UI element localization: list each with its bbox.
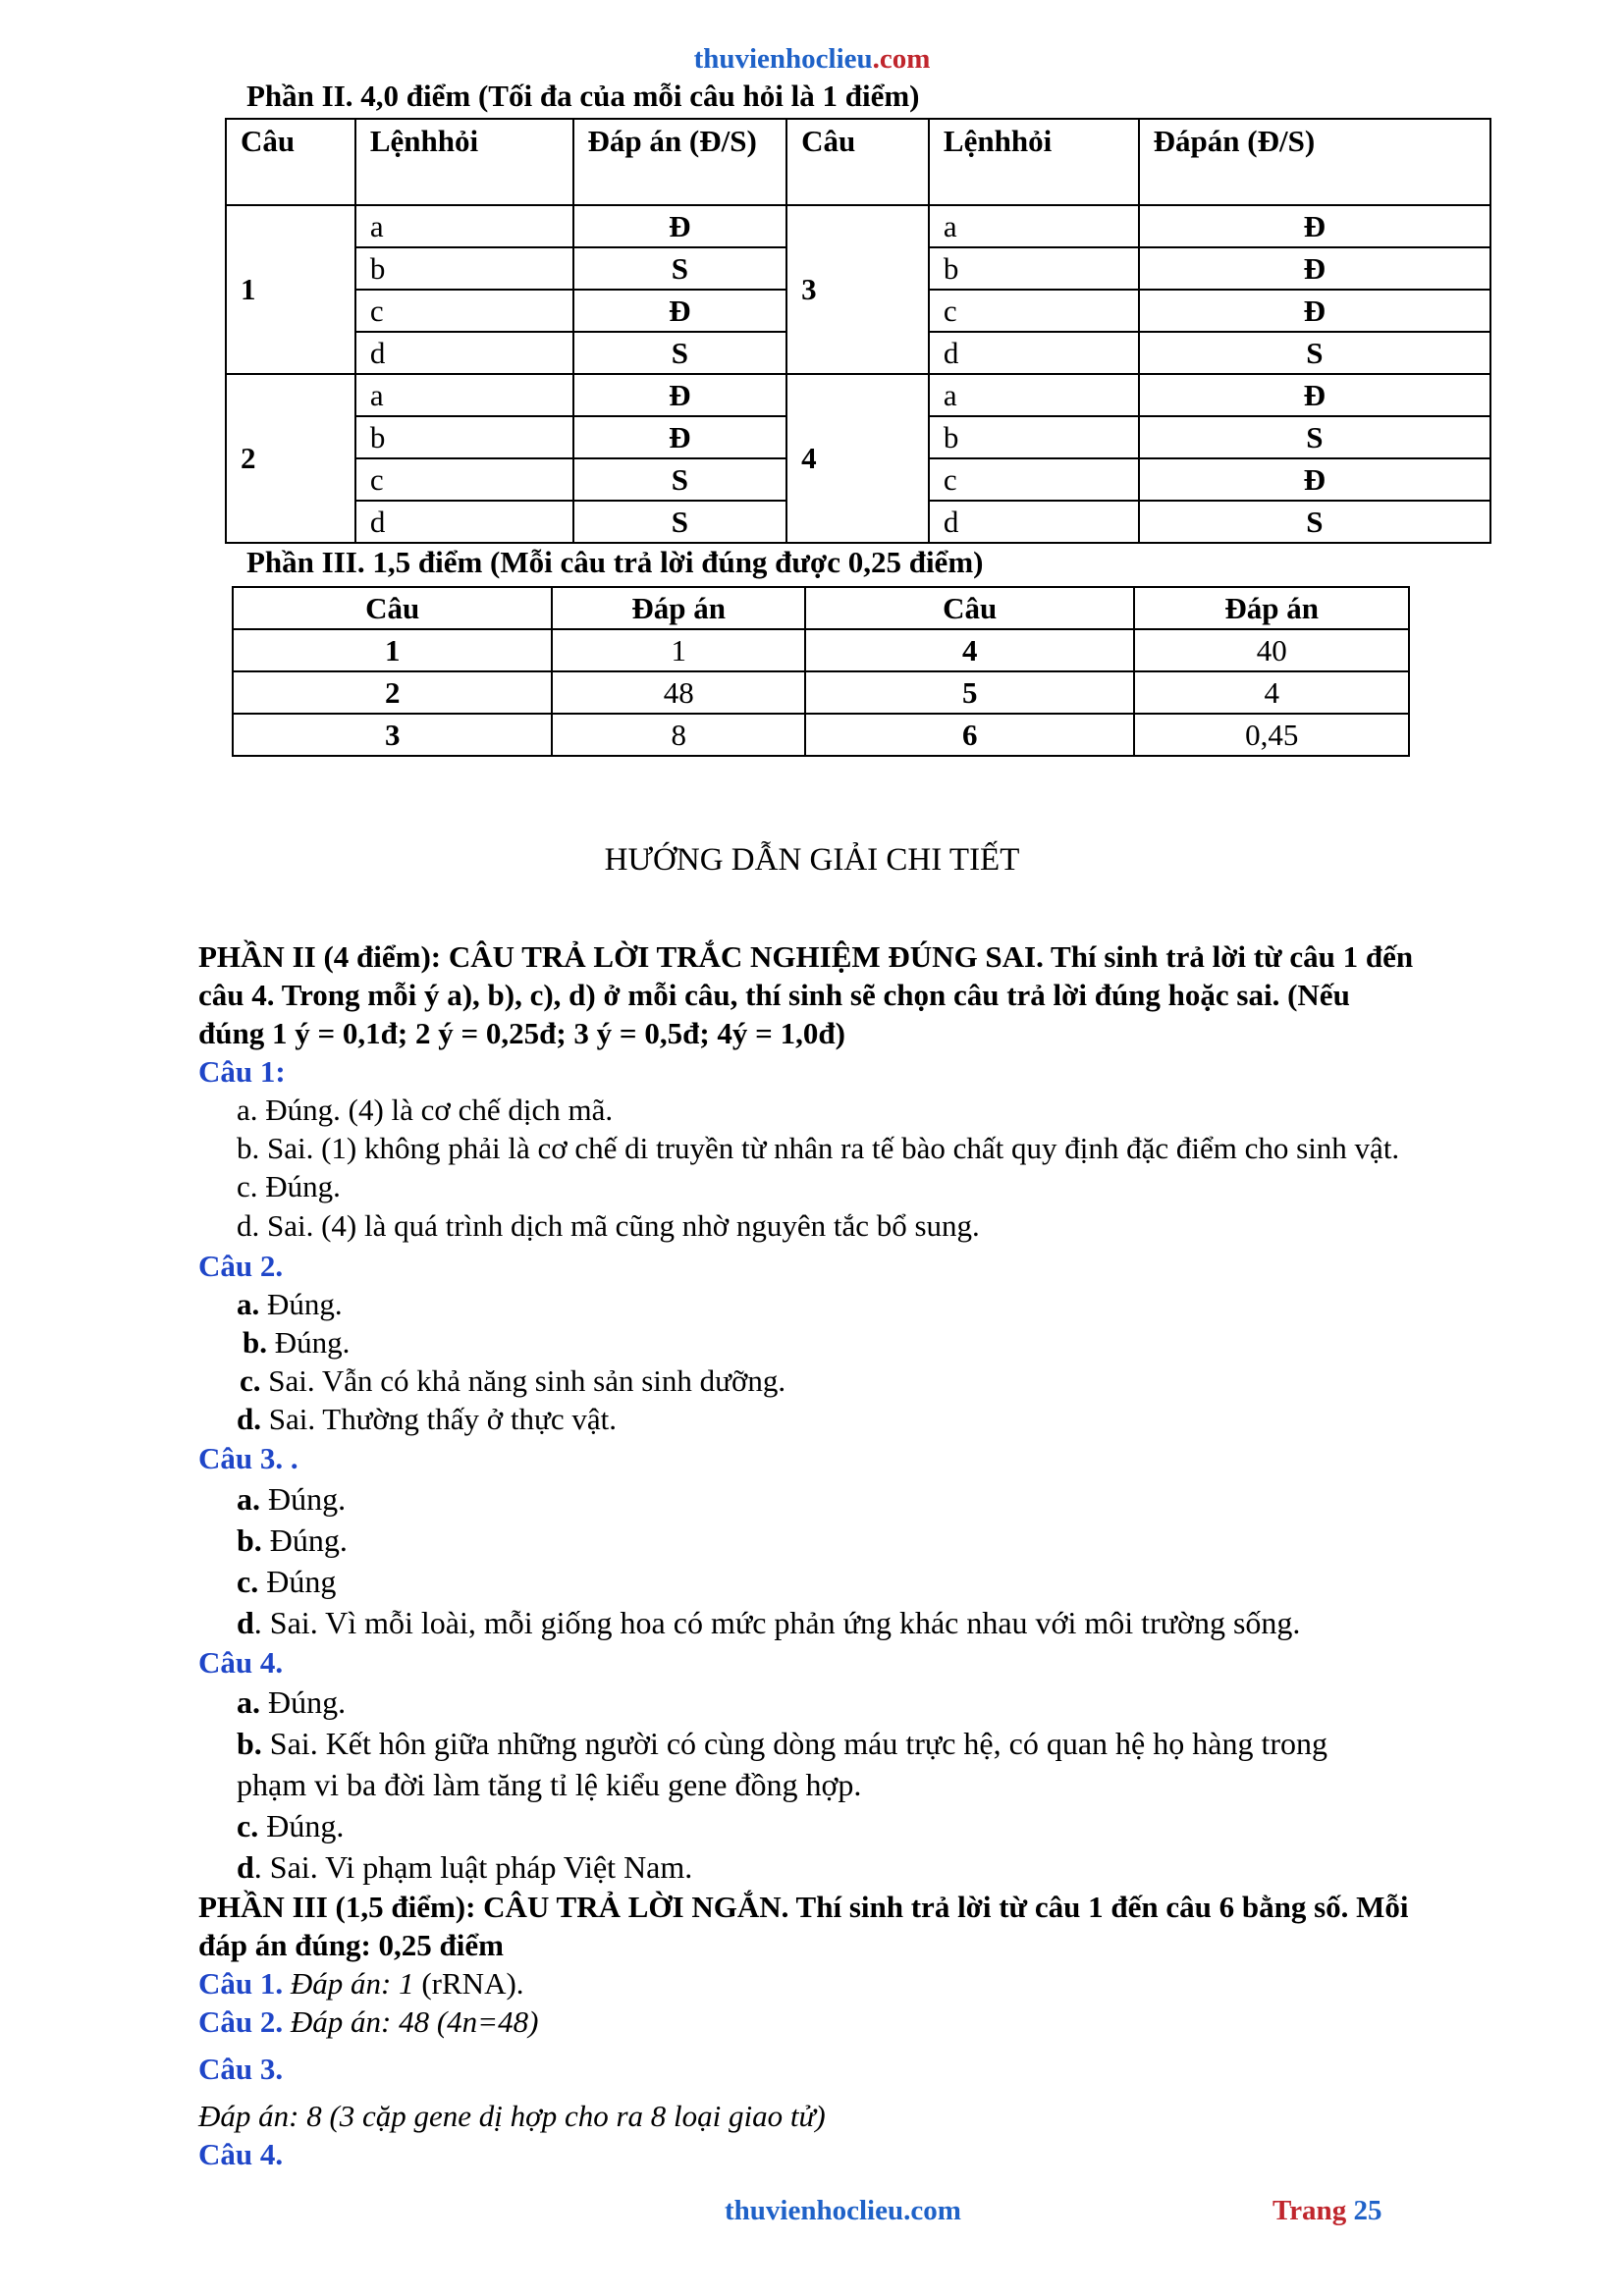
- answer-key: c.: [237, 1808, 259, 1843]
- item-label: c: [355, 290, 573, 332]
- answer-line: [198, 1285, 1534, 1323]
- answer-key: b.: [237, 1522, 262, 1558]
- answer-key: c.: [240, 1363, 261, 1398]
- table-row: [226, 205, 1490, 247]
- table-row: [233, 671, 1409, 714]
- answer-text: . Sai. Vi phạm luật pháp Việt Nam.: [253, 1849, 693, 1885]
- answer-key: b.: [237, 1726, 262, 1761]
- answer-line: [198, 1602, 1534, 1643]
- question-number: 6: [805, 714, 1134, 756]
- answer-cell: S: [1139, 416, 1490, 458]
- answer-line: [198, 1764, 1534, 1805]
- answer-text: Đúng.: [260, 1481, 347, 1517]
- part2-title: Phần II. 4,0 điểm (Tối đa của mỗi câu hỏi là 1 điểm): [246, 79, 920, 113]
- item-label: b: [355, 247, 573, 290]
- answer-cell: Đ: [573, 374, 787, 416]
- question-heading: Câu 3.: [198, 2052, 284, 2086]
- answer-cell: S: [573, 458, 787, 501]
- answer-text: Đúng.: [258, 1808, 345, 1843]
- table-header-row: [233, 587, 1409, 629]
- question-number: 4: [805, 629, 1134, 671]
- question-number: 2: [226, 374, 355, 543]
- answer-text: Đúng.: [259, 1287, 343, 1321]
- item-label: d: [929, 501, 1139, 543]
- item-label: d: [355, 332, 573, 374]
- answer-cell: 8: [552, 714, 805, 756]
- answer-key: b.: [243, 1325, 267, 1360]
- page-number: [1272, 2195, 1381, 2227]
- answer-key: c.: [237, 1564, 259, 1599]
- answer-text: Sai. Thường thấy ở thực vật.: [261, 1402, 617, 1436]
- question-heading: Câu 4.: [198, 1645, 284, 1680]
- col-header: Câu: [226, 119, 355, 205]
- col-header: Đáp án (Đ/S): [573, 119, 787, 205]
- table-header-row: [226, 119, 1490, 205]
- answer-cell: 4: [1134, 671, 1409, 714]
- answer-cell: Đ: [1139, 458, 1490, 501]
- table-row: [233, 714, 1409, 756]
- col-header: Câu: [233, 587, 552, 629]
- col-header: Đáp án: [552, 587, 805, 629]
- item-label: a: [929, 374, 1139, 416]
- answer-text: Đúng: [258, 1564, 337, 1599]
- part2-intro-line: PHẦN II (4 điểm): CÂU TRẢ LỜI TRẮC NGHIỆM ĐÚNG SAI. Thí sinh trả lời từ câu 1 đến: [198, 939, 1414, 974]
- question-heading: Câu 1:: [198, 1054, 286, 1089]
- answer-cell: S: [1139, 501, 1490, 543]
- part2-intro-line: đúng 1 ý = 0,1đ; 2 ý = 0,25đ; 3 ý = 0,5đ; 4ý = 1,0đ): [198, 1016, 845, 1050]
- answer-cell: Đ: [1139, 290, 1490, 332]
- answer-key: d.: [237, 1402, 261, 1436]
- answer-line: d. Sai. (4) là quá trình dịch mã cũng nhờ nguyên tắc bổ sung.: [237, 1208, 980, 1243]
- answer-line: [198, 1561, 1534, 1602]
- answer-key: a.: [237, 1684, 260, 1720]
- guide-title: HƯỚNG DẪN GIẢI CHI TIẾT: [604, 842, 1020, 878]
- answer-cell: Đ: [573, 205, 787, 247]
- question-number: 1: [226, 205, 355, 374]
- guide-body: [198, 937, 1534, 2173]
- question-heading: Câu 1.: [198, 1966, 284, 2001]
- table-row: [226, 374, 1490, 416]
- page-label: Trang: [1272, 2195, 1347, 2226]
- page-number-value: 25: [1353, 2195, 1382, 2226]
- short-answer-line: [198, 1964, 1534, 2002]
- answer-text: Đáp án: 48 (4n=48): [283, 2004, 539, 2039]
- answer-key: a.: [237, 1481, 260, 1517]
- answer-line: [198, 1805, 1534, 1846]
- answer-line: b. Sai. (1) không phải là cơ chế di truyền từ nhân ra tế bào chất quy định đặc điểm cho sinh vật.: [237, 1131, 1400, 1165]
- answer-text: Sai. Vẫn có khả năng sinh sản sinh dưỡng.: [260, 1363, 786, 1398]
- question-number: 2: [233, 671, 552, 714]
- answer-cell: Đ: [1139, 205, 1490, 247]
- site-domain: .com: [903, 2195, 961, 2226]
- col-header: Lệnhhỏi: [929, 119, 1139, 205]
- item-label: b: [929, 247, 1139, 290]
- question-number: 5: [805, 671, 1134, 714]
- answer-line: [198, 1682, 1534, 1723]
- item-label: c: [929, 290, 1139, 332]
- answer-text: phạm vi ba đời làm tăng tỉ lệ kiểu gene đồng hợp.: [237, 1767, 862, 1802]
- answer-cell: 48: [552, 671, 805, 714]
- item-label: c: [929, 458, 1139, 501]
- question-number: 1: [233, 629, 552, 671]
- question-number: 4: [786, 374, 929, 543]
- question-heading: Câu 3. .: [198, 1441, 298, 1475]
- item-label: c: [355, 458, 573, 501]
- answer-line: a. Đúng. (4) là cơ chế dịch mã.: [237, 1093, 614, 1127]
- col-header: Đáp án: [1134, 587, 1409, 629]
- answer-key: a.: [237, 1287, 260, 1321]
- answer-cell: S: [573, 332, 787, 374]
- part3-answer-table: [232, 586, 1410, 757]
- site-name: thuvienhoclieu: [693, 43, 873, 75]
- part3-intro-line: PHẦN III (1,5 điểm): CÂU TRẢ LỜI NGẮN. Thí sinh trả lời từ câu 1 đến câu 6 bằng số. Mỗi: [198, 1890, 1409, 1924]
- answer-text: Đáp án: 1: [283, 1966, 414, 2001]
- item-label: a: [929, 205, 1139, 247]
- answer-cell: 40: [1134, 629, 1409, 671]
- answer-line: [198, 1846, 1534, 1888]
- answer-cell: S: [573, 501, 787, 543]
- site-domain: .com: [872, 43, 931, 75]
- answer-cell: 0,45: [1134, 714, 1409, 756]
- col-header: Lệnhhỏi: [355, 119, 573, 205]
- answer-cell: Đ: [573, 290, 787, 332]
- part3-title: Phần III. 1,5 điểm (Mỗi câu trả lời đúng được 0,25 điểm): [246, 545, 984, 579]
- table-row: [233, 629, 1409, 671]
- answer-text: Đúng.: [267, 1325, 351, 1360]
- col-header: Câu: [805, 587, 1134, 629]
- answer-line: [198, 1323, 1534, 1362]
- answer-cell: S: [573, 247, 787, 290]
- answer-line: [198, 1478, 1534, 1520]
- answer-note: (rRNA).: [413, 1966, 524, 2001]
- answer-text: Sai. Kết hôn giữa những người có cùng dòng máu trực hệ, có quan hệ họ hàng trong: [261, 1726, 1327, 1761]
- site-name: thuvienhoclieu: [725, 2195, 904, 2226]
- item-label: d: [355, 501, 573, 543]
- answer-text: Đúng.: [260, 1684, 347, 1720]
- part2-answer-table: [225, 118, 1491, 544]
- part2-intro-line: câu 4. Trong mỗi ý a), b), c), d) ở mỗi câu, thí sinh sẽ chọn câu trả lời đúng hoặc sai. (Nếu: [198, 978, 1350, 1012]
- item-label: b: [355, 416, 573, 458]
- answer-text: . Sai. Vì mỗi loài, mỗi giống hoa có mức phản ứng khác nhau với môi trường sống.: [253, 1605, 1301, 1640]
- item-label: a: [355, 374, 573, 416]
- answer-line: [198, 1362, 1534, 1400]
- question-heading: Câu 4.: [198, 2137, 284, 2171]
- answer-line: [198, 1400, 1534, 1438]
- answer-line: [198, 1723, 1534, 1764]
- answer-line: c. Đúng.: [237, 1169, 341, 1203]
- site-header: [0, 43, 1624, 76]
- answer-cell: S: [1139, 332, 1490, 374]
- item-label: a: [355, 205, 573, 247]
- answer-cell: Đ: [1139, 374, 1490, 416]
- question-number: 3: [786, 205, 929, 374]
- question-heading: Câu 2.: [198, 2004, 284, 2039]
- answer-key: d: [237, 1849, 254, 1885]
- col-header: Câu: [786, 119, 929, 205]
- item-label: d: [929, 332, 1139, 374]
- answer-cell: Đ: [573, 416, 787, 458]
- short-answer-line: [198, 2002, 1534, 2050]
- part3-intro-line: đáp án đúng: 0,25 điểm: [198, 1928, 504, 1962]
- answer-cell: 1: [552, 629, 805, 671]
- answer-text: Đáp án: 8 (3 cặp gene dị hợp cho ra 8 loại giao tử): [198, 2099, 826, 2133]
- site-footer: [725, 2195, 961, 2227]
- question-heading: Câu 2.: [198, 1249, 284, 1283]
- answer-line: [198, 1520, 1534, 1561]
- answer-text: Đúng.: [261, 1522, 348, 1558]
- col-header: Đápán (Đ/S): [1139, 119, 1490, 205]
- question-number: 3: [233, 714, 552, 756]
- answer-key: d: [237, 1605, 254, 1640]
- answer-cell: Đ: [1139, 247, 1490, 290]
- item-label: b: [929, 416, 1139, 458]
